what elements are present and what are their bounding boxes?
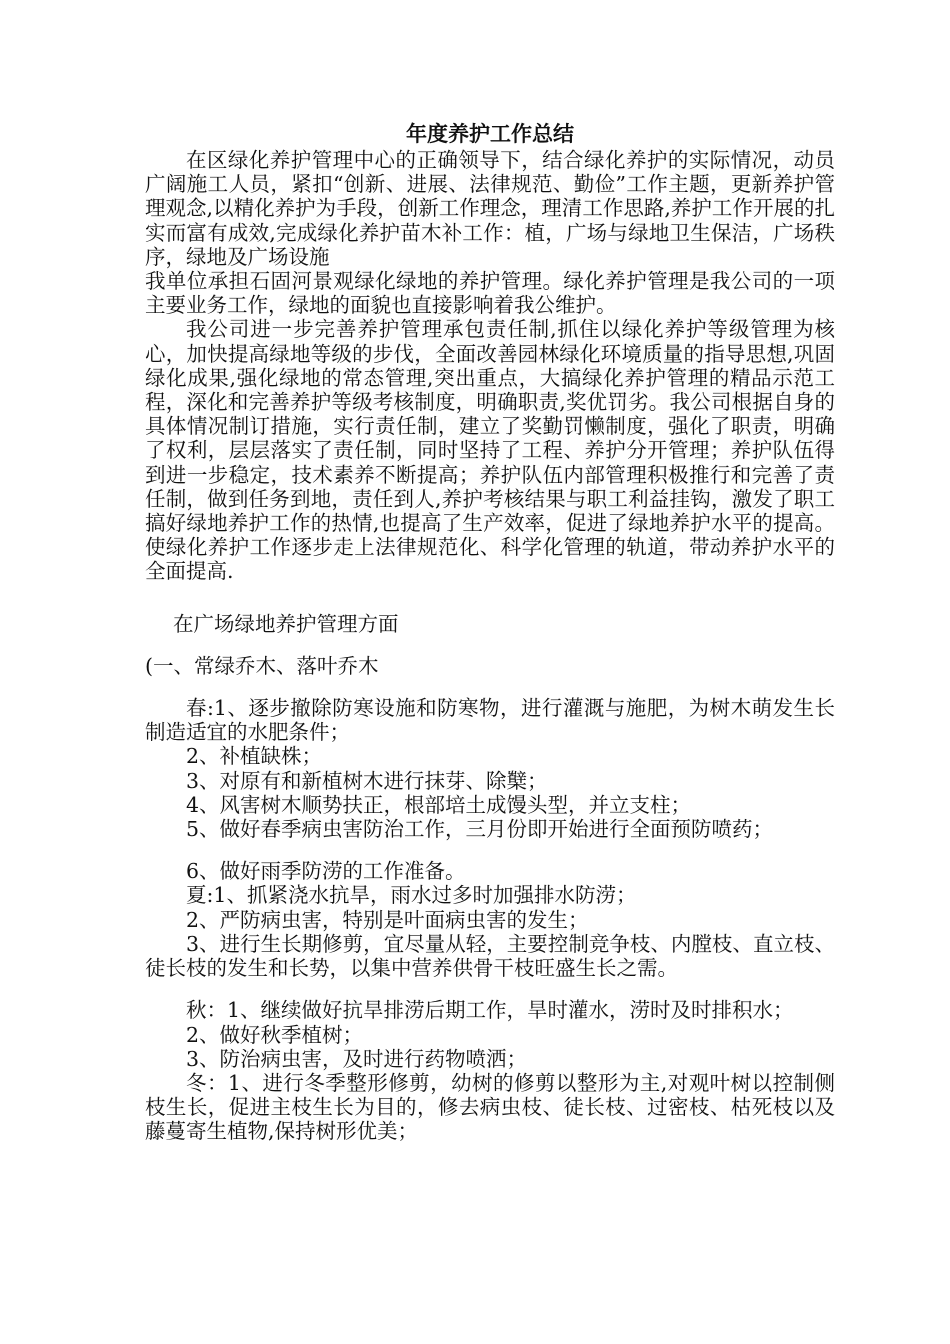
spring-item-2: 2、补植缺株； bbox=[186, 744, 323, 769]
autumn-item-2: 2、做好秋季植树； bbox=[186, 1022, 364, 1047]
summer-item-2: 2、严防病虫害，特别是叶面病虫害的发生； bbox=[186, 907, 589, 932]
scope-paragraph: 我单位承担石固河景观绿化绿地的养护管理。绿化养护管理是我公司的一项主要业务工作，绿地的面貌也直接影响着我公维护。 bbox=[145, 269, 835, 318]
document-page bbox=[145, 120, 835, 1144]
winter-item-1: 冬：1、进行冬季整形修剪，幼树的修剪以整形为主,对观叶树以控制侧枝生长，促进主枝生长为目的，修去病虫枝、徒长枝、过密枝、枯死枝以及藤蔓寄生植物,保持树形优美； bbox=[145, 1070, 835, 1144]
summer-item-3: 3、进行生长期修剪，宜尽量从轻，主要控制竞争枝、内膛枝、直立枝、徒长枝的发生和长势，以集中营养供骨干枝旺盛生长之需。 bbox=[145, 931, 835, 981]
autumn-item-1: 秋：1、继续做好抗旱排涝后期工作，旱时灌水，涝时及时排积水； bbox=[186, 998, 794, 1023]
summer-item-1: 夏:1、抓紧浇水抗旱，雨水过多时加强排水防涝； bbox=[186, 883, 637, 908]
intro-paragraph: 在区绿化养护管理中心的正确领导下，结合绿化养护的实际情况，动员广阔施工人员，紧扣“创新、进展、法律规范、勤俭”工作主题，更新养护管理观念,以精化养护为手段，创新工作理念，理清工作思路,养护工作开展的扎实而富有成效,完成绿化养护苗木补工作：植，广场与绿地卫生保洁，广场秩序，绿地及广场设施 bbox=[145, 148, 835, 269]
autumn-item-3: 3、防治病虫害，及时进行药物喷洒； bbox=[186, 1046, 528, 1071]
spring-item-3: 3、对原有和新植树木进行抹芽、除櫱； bbox=[186, 768, 548, 793]
spring-item-6: 6、做好雨季防涝的工作准备。 bbox=[186, 859, 466, 884]
page-title: 年度养护工作总结 bbox=[406, 122, 574, 146]
spring-item-1: 春:1、逐步撤除防寒设施和防寒物，进行灌溉与施肥，为树木萌发生长制造适宜的水肥条件； bbox=[145, 696, 835, 745]
section-heading: 在广场绿地养护管理方面 bbox=[173, 611, 399, 636]
subsection-heading: (一、常绿乔木、落叶乔木 bbox=[145, 653, 379, 678]
spring-item-4: 4、风害树木顺势扶正，根部培土成馒头型，并立支柱； bbox=[186, 792, 692, 817]
management-paragraph: 我公司进一步完善养护管理承包责任制,抓住以绿化养护等级管理为核心，加快提高绿地等级的步伐，全面改善园林绿化环境质量的指导思想,巩固绿化成果,强化绿地的常态管理,突出重点，大搞绿化养护管理的精品示范工程，深化和完善养护等级考核制度，明确职责,奖优罚劣。我公司根据自身的具体情况制订措施，实行责任制，建立了奖勤罚懒制度，强化了职责，明确了权利，层层落实了责任制，同时坚持了工程、养护分开管理；养护队伍得到进一步稳定，技术素养不断提高；养护队伍内部管理积极推行和完善了责任制，做到任务到地，责任到人,养护考核结果与职工利益挂钩，激发了职工搞好绿地养护工作的热情,也提高了生产效率，促进了绿地养护水平的提高。使绿化养护工作逐步走上法律规范化、科学化管理的轨道，带动养护水平的全面提高. bbox=[145, 317, 835, 584]
spring-item-5: 5、做好春季病虫害防治工作，三月份即开始进行全面预防喷药； bbox=[186, 817, 774, 842]
